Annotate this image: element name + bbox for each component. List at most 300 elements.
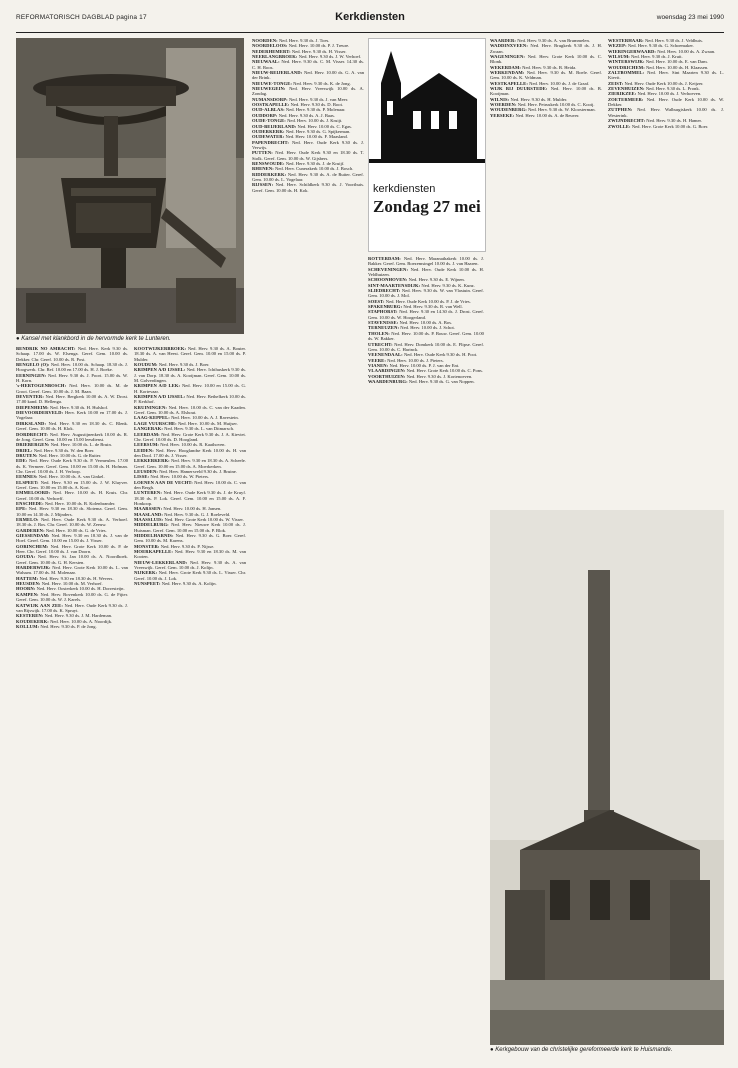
place-name: DIEPENHEIM: — [16, 404, 49, 410]
place-name: ELSPEET: — [16, 479, 39, 485]
service-entry — [16, 565, 128, 576]
service-details: Ned. Herv. 9.30 ds. A. Kolijn. — [161, 581, 217, 587]
place-name: ROTTERDAM: — [368, 256, 401, 261]
service-entry — [252, 140, 364, 151]
service-details: Ned. Herv. 9.30 ds. J. M. Hardeman. — [44, 613, 113, 619]
place-name: MIDDELBURG: — [134, 522, 169, 528]
service-details: Ned. Herv. 9.30 en 18.30 ds. Slotema. Geref. Gem. 10.00 en 14.30 ds. J. Mijnders. — [16, 506, 128, 517]
place-name: KRIMPEN A/D LEK: — [134, 383, 181, 389]
pulpit-illustration — [16, 38, 244, 334]
service-details: Ned. Herv. Brugkerk 9.30 ds. J. H. Zwaan. — [490, 43, 602, 54]
place-name: EDE: — [16, 458, 28, 464]
place-name: TERNEUZEN: — [368, 325, 400, 331]
service-entry — [368, 342, 484, 353]
place-name: WESTERHAAR: — [608, 38, 644, 43]
service-entry — [16, 490, 128, 501]
place-name: SPAKENBURG: — [368, 304, 403, 310]
place-name: VLAARDINGEN: — [368, 368, 406, 374]
service-details: Ned. Herv. 10.00 ds. C. Egas. — [297, 123, 352, 129]
place-name: WAARDENBURG: — [368, 378, 408, 384]
service-entry — [608, 107, 724, 118]
place-name: EMMELOORD: — [16, 490, 51, 496]
place-name: NEERLANGBROEK: — [252, 54, 298, 60]
place-name: PUTTEN: — [252, 150, 273, 156]
service-details: Ned. Herv. 10.00 ds. P. Bouw. Geref. Gem. 10.00 ds. W. Bakker. — [368, 330, 484, 342]
service-entry — [16, 458, 128, 474]
issue-date: woensdag 23 mei 1990 — [656, 14, 724, 21]
place-name: MIDDELHARNIS: — [134, 533, 174, 539]
service-details: Ned. Herv. Oude Kerk 9.30 ds. J. de Kruyf. 18.30 ds. P. Lok. Geref. Gem. 10.00 en 15.00 ds. A. F. Honkoop. — [134, 490, 246, 506]
service-entry — [252, 172, 364, 183]
place-name: KOLLUM: — [16, 623, 40, 629]
place-name: KOUDUM: — [134, 362, 158, 368]
service-details: Ned. Herv. 9.30 ds. B. Heida. — [522, 64, 577, 70]
place-name: DORDRECHT: — [16, 431, 49, 437]
service-entry — [134, 549, 246, 560]
place-name: NIEUW-BEIJERLAND: — [252, 70, 303, 76]
place-name: LEERDAM: — [134, 431, 160, 437]
service-details: Ned. Herv. 9.30 ds. W. van Vlastuin. Geref. Gem. 10.00 ds. J. Mol. — [368, 288, 484, 299]
place-name: OUD-BEIJERLAND: — [252, 123, 297, 129]
kerkdiensten-header-block — [368, 38, 486, 252]
place-name: EPE: — [16, 506, 27, 512]
masthead — [16, 10, 724, 33]
service-entry — [134, 570, 246, 581]
service-details: Ned. Herv. 9.30 ds. P. Nijsse. — [160, 543, 215, 549]
caption-bullet: ● — [16, 336, 22, 342]
service-details: Ned. Herv. Oude Kerk 10.00 ds. P. J. de Vries. — [385, 298, 471, 304]
place-name: WINTERSWIJK: — [608, 59, 645, 65]
service-details: Ned. Herv. 10.00 ds. J. Schot. — [400, 325, 455, 331]
service-details: Ned. Herv. Oude Kerk 9.30 ds. P. Vermeulen. 17.00 ds. K. Vermeer. Geref. Gem. 10.00 en 15.00 ds. H. Hofman. Chr. Geref. 10.00 ds. J. H. Verloop. — [16, 458, 128, 474]
service-details: Ned. Herv. 9.30 ds. A. de Ruiter. Geref. Gem. 10.00 ds. L. Vogelaar. — [252, 171, 364, 182]
service-details: Ned. Herv. 9.30 ds. L. van Ditmarsch. — [164, 426, 235, 432]
place-name: KOUDEKERK: — [16, 618, 49, 624]
service-column-1 — [16, 346, 128, 1051]
service-details: Ned. Herv. Grote Kerk 9.30 ds. J. A. Kieviet. Chr. Geref. 10.00 ds. D. Hoogland. — [134, 431, 246, 442]
place-name: NUNSPEET: — [134, 581, 161, 587]
service-details: Ned. Herv. Nieuwe Kerk 10.00 ds. J. Huisman. Geref. Gem. 10.00 en 15.00 ds. P. Blok. — [134, 522, 246, 533]
service-details: Ned. Herv. 10.00 ds. F. Maasland. — [285, 134, 348, 140]
service-details: Ned. Herv. 10.00 ds. W. Pieters. — [150, 474, 210, 480]
service-details: Ned. Herv. 10.00 ds. R. Kaathoven. — [160, 442, 226, 448]
place-name: WILNIS: — [490, 96, 510, 102]
service-column-2 — [134, 346, 246, 1051]
place-name: ZOETERMEER: — [608, 96, 644, 102]
place-name: ENSCHEDE: — [16, 500, 44, 506]
service-details: Ned. Herv. 10.00 ds. J. Verhoeven. — [637, 91, 702, 97]
service-details: Ned. Herv. Hooglandse Kerk 10.00 ds. H. van den Dool. 17.00 ds. J. Visser. — [134, 447, 246, 458]
place-name: HOORN: — [16, 586, 36, 592]
service-details: Ned. Herv. 9.30 ds. A. van Vreeswijk. Geref. Gem. 10.00 ds. J. Kolijn. — [134, 559, 246, 571]
service-details: Ned. Herv. 9.30 ds. G. van Noppen. — [408, 378, 475, 384]
place-name: NIEUWE-TONGE: — [252, 80, 293, 86]
place-name: BENGELO (O): — [16, 362, 50, 368]
service-details: Ned. Herv. 9.30 ds. C. M. Visser. 14.30 ds. C. H. Roos. — [252, 59, 364, 70]
place-name: STAVENISSE: — [368, 320, 399, 326]
service-details: Ned. Herv. 9.30 ds. G. J. Roeleveld. — [164, 511, 231, 517]
service-details: Ned. Herv. Augustijnenkerk 10.00 ds. R. de Jong. Geref. Gem. 10.00 en 15.00 leesdienst. — [16, 431, 128, 442]
place-name: OUDDORP: — [252, 112, 278, 118]
service-details: Ned. Herv. 10.00 ds. H. Klaassen. — [645, 64, 709, 70]
service-details: Ned. Herv. 10.00 ds. J. Kruijt. — [287, 118, 343, 124]
place-name: YERSEKE: — [490, 112, 515, 118]
service-entry — [490, 70, 602, 81]
service-details: Ned. Herv. 10.00 ds. A. van Ginkel. — [38, 474, 105, 480]
place-name: EERNINGEN: — [16, 372, 47, 378]
service-details: Ned. Herv. Kerk 9.30 ds. Schaap. 17.00 ds. W. Elsenga. Geref. Gem. 10.00 ds. Dekker. Chr. Geref. 10.00 ds. R. Post. — [16, 346, 128, 362]
paper-name-page: REFORMATORISCH DAGBLAD pagina 17 — [16, 14, 147, 21]
service-column-3 — [252, 38, 364, 1051]
place-name: WIERINGERWAARD: — [608, 48, 657, 54]
service-details: Ned. Herv. 9.30 en 18.30 ds. C. Blenk. Geref. Gem. 10.00 ds. H. Klok. — [16, 420, 128, 432]
place-name: RIJSSEN: — [252, 182, 274, 188]
service-details: Ned. Herv. 10.00 ds. G. de Ruiter. — [38, 452, 102, 458]
place-name: THOLEN: — [368, 330, 390, 336]
place-name: HARDERWIJK: — [16, 565, 51, 571]
service-details: Ned. Herv. Grote Kerk 10.00 ds. G. Boer. — [631, 123, 709, 129]
place-name: ZEIST: — [608, 80, 624, 86]
church-building-illustration — [490, 510, 724, 1045]
service-details: Ned. Herv. 10.00 ds. J. Pieters. — [387, 357, 444, 363]
place-name: ZEVENHUIZEN: — [608, 86, 645, 92]
place-name: DIEVOORDERVELD: — [16, 410, 64, 416]
place-name: RIDDERKERK: — [252, 171, 287, 177]
place-name: VEENENDAAL: — [368, 352, 403, 358]
service-details: Herv. Kerk 10.00 en 17.00 ds. J. Vogelaar. — [16, 410, 128, 421]
service-details: Ned. Herv. 9.30 ds. A. J. Baas. — [278, 112, 335, 118]
place-name: MOERKAPELLE: — [134, 549, 173, 555]
service-entry — [134, 448, 246, 459]
service-details: Ned. Herv. Bergkerk 10.00 ds. A. W. Drost. 17.00 kand. D. Hellenga. — [16, 394, 128, 405]
place-name: NOORDELOOS: — [252, 43, 288, 49]
service-details: Ned. Herv. 10.00 ds. H. Kruis. Chr. Geref. 10.00 ds. Verhoeff. — [16, 490, 128, 501]
service-details: Ned. Herv. 10.00 ds. G. de Vries. — [45, 527, 107, 533]
service-entry — [252, 59, 364, 70]
service-details: Ned. Herv. 9.30 en 18.30 ds. J. van de Hoef. Geref. Gem. 10.00 en 15.00 ds. J. Visser. — [16, 533, 128, 544]
service-details: Ned. Herv. 10.00 en 15.00 ds. G. H. Kortevaar. — [134, 383, 246, 394]
service-details: Ned. Herv. 9.30 ds. H. Hamer. — [646, 118, 702, 124]
service-details: Ned. Herv. 9.30 ds. G. Schoemaker. — [627, 43, 694, 49]
place-name: SINT-MAARTENSDIJK: — [368, 282, 421, 288]
place-name: LEERSUM: — [134, 442, 160, 448]
place-name: RHENEN: — [252, 166, 274, 172]
service-entry — [16, 421, 128, 432]
service-entry — [608, 70, 724, 81]
service-details: Ned. Herv. Ichthuskerk 9.30 ds. J. van Dorp. 18.30 ds. A. Kooijman. Geref. Gem. 10.00 ds. M. Golverdingen. — [134, 367, 246, 384]
service-details: Ned. Herv. Hamersveld 9.30 ds. J. Bruine. — [159, 468, 237, 474]
service-entry — [16, 592, 128, 603]
service-entry — [252, 150, 364, 161]
place-name: LEUSDEN: — [134, 468, 159, 474]
service-entry — [134, 432, 246, 443]
service-entry — [490, 54, 602, 65]
place-name: OUDERKERK: — [252, 128, 285, 134]
place-name: LANGERAK: — [134, 426, 163, 432]
place-name: ZALTBOMMEL: — [608, 70, 645, 76]
service-entry — [134, 560, 246, 571]
place-name: WOUDRICHEM: — [608, 64, 645, 70]
service-details: Ned. Herv. 9.30 en 18.30 ds. H. Wevers. — [39, 575, 114, 581]
service-details: Ned. Herv. 10.00 ds. J. de Graaf. — [529, 80, 590, 86]
service-details: Ned. Herv. 10.00 ds. B. Kolenbrander. — [44, 500, 116, 506]
service-details: Ned. Herv. Oude Kerk 9.30 ds. J. van Rijswijk. 17.00 ds. K. Spruyt. — [16, 602, 128, 613]
place-name: OOSTKAPELLE: — [252, 102, 290, 108]
service-entry — [252, 86, 364, 97]
service-entry — [16, 480, 128, 491]
service-details: Ned. Herv. 9.30 ds. D. Boot. — [290, 102, 344, 108]
service-entry — [16, 362, 128, 373]
service-details: Ned. Herv. 9.30 ds. L. Pronk. — [645, 86, 700, 92]
place-name: BENDRIK NO AMBACHT: — [16, 346, 76, 351]
place-name: GARDEREN: — [16, 527, 45, 533]
service-details: Ned. Herv. 9.30 en 18.30 ds. A. Scheele. Geref. Gem. 10.00 en 15.00 ds. A. Moerkerken. — [134, 458, 246, 469]
service-details: Ned. Herv. Grote Kerk 10.00 ds. P. de Heer. Chr. Geref. 10.00 ds. J. van Doorn. — [16, 543, 128, 555]
service-details: Ned. Herv. 9.30 ds. H. Mulder. — [510, 96, 568, 102]
service-date: Zondag 27 mei — [373, 197, 481, 216]
service-details: Ned. Herv. 10.00 ds. M. Verhoef. — [41, 581, 103, 587]
place-name: LISSE: — [134, 474, 150, 480]
service-details: Ned. Herv. Bovenkerk 10.00 ds. G. de Fijter. Geref. Gem. 10.00 ds. W. J. Karels. — [16, 591, 128, 603]
service-details: Ned. Herv. Grote Kerk 9.30 ds. L. Visser. Chr. Geref. 10.00 ds. J. Lok. — [134, 570, 246, 581]
caption-bullet: ● — [490, 1047, 496, 1053]
service-entry — [134, 394, 246, 405]
place-name: WAGENINGEN: — [490, 54, 526, 60]
service-details: Ned. Herv. Oude Kerk 10.00 ds. H. Veldhuizen. — [368, 266, 484, 278]
service-details: Ned. Herv. 9.30 ds. J. Toes. — [278, 38, 330, 43]
place-name: OUDEWATER: — [252, 134, 285, 140]
service-details: Ned. Herv. 9.30 ds. J. Poort. 15.00 ds. W. H. Korn. — [16, 372, 128, 384]
place-name: ZIERIKZEE: — [608, 91, 637, 97]
service-details: Ned. Herv. 10.00 ds. H. Jansen. — [163, 506, 222, 512]
service-entry — [134, 383, 246, 394]
place-name: DIRKSLAND: — [16, 420, 47, 426]
service-details: Ned. Herv. 9.30 ds. J. van Meer. — [288, 96, 349, 102]
service-entry — [134, 458, 246, 469]
place-name: ZWOLLE: — [608, 123, 631, 129]
service-entry — [368, 256, 484, 267]
service-details: Ned. Herv. 10.00 ds. A. Noordijk. — [50, 618, 113, 624]
service-details: Ned. Herv. Petruskerk 10.00 ds. C. Kooij. — [517, 102, 595, 108]
place-name: LOENEN AAN DE VECHT: — [134, 479, 193, 485]
service-entry — [368, 331, 484, 342]
service-details: Ned. Herv. Bethelkerk 10.00 ds. P. Kerkhof. — [134, 394, 246, 405]
place-name: WADDINXVEEN: — [490, 43, 528, 49]
place-name: WILSUM: — [608, 54, 630, 60]
service-details: Ned. Herv. 10.00 ds. P. J. van der Ent. — [389, 362, 460, 368]
service-entry — [490, 86, 602, 97]
place-name: ERMELO: — [16, 517, 39, 522]
service-details: Ned. Herv. Cunerakerk 10.00 ds. J. Bosch. — [275, 166, 354, 172]
service-entry — [16, 506, 128, 517]
newspaper-page — [16, 10, 724, 1058]
church-caption-text: Kerkgebouw van de christelijke gereformeerde kerk te Huismande. — [495, 1047, 673, 1053]
service-entry — [490, 43, 602, 54]
place-name: MONSTER: — [134, 543, 160, 549]
place-name: NEDERHEMERT: — [252, 48, 291, 54]
service-details: Ned. Herv. Oosterkerk 10.00 ds. H. Dorresteijn. — [36, 586, 125, 592]
service-details: Ned. Herv. 9.30 ds. H. Hulshof. — [49, 404, 109, 410]
place-name: GIESSENDAM: — [16, 533, 50, 539]
service-entry — [16, 383, 128, 394]
service-details: Ned. Herv. Domkerk 10.00 ds. E. Flipse. Geref. Gem. 10.00 ds. C. Harinck. — [368, 341, 484, 352]
place-name: HEUSDEN: — [16, 581, 41, 587]
service-details: Ned. Herv. 9.30 ds. G. Boer. Geref. Gem. 10.00 ds. M. Karens. — [134, 533, 246, 544]
place-name: KAMPEN: — [16, 591, 39, 597]
place-name: VEERE: — [368, 357, 386, 363]
service-details: Ned. Herv. 9.30 ds. W. den Boer. — [33, 447, 95, 453]
service-entry — [16, 346, 128, 362]
place-name: UTRECHT: — [368, 341, 393, 347]
service-entry — [16, 533, 128, 544]
service-entry — [252, 70, 364, 81]
service-details: Ned. Herv. St. Jan 10.00 ds. A. Noordhoek. Geref. Gem. 10.00 ds. G. H. Kersten. — [16, 554, 128, 565]
place-name: KRUININGEN: — [134, 404, 168, 410]
section-title: Kerkdiensten — [335, 11, 405, 23]
service-details: Ned. Herv. 10.00 ds. B. Kooijman. — [490, 86, 602, 97]
place-name: WERKENDAM: — [490, 70, 525, 76]
place-name: PAPENDRECHT: — [252, 139, 290, 145]
service-details: Ned. Herv. 10.00 ds. A. Zwaan. — [657, 48, 716, 54]
place-name: WOUDENBERG: — [490, 107, 527, 113]
service-details: Ned. Herv. 10.00 ds. C. van der Kaaden. Geref. Gem. 10.00 ds. A. Elshout. — [134, 404, 246, 416]
place-name: NIEUWEGEIN: — [252, 86, 286, 92]
service-details: Ned. Herv. 9.30 ds. P. de Jong. — [40, 623, 97, 629]
service-entry — [16, 544, 128, 555]
place-name: NIEUWAAL: — [252, 59, 280, 65]
service-details: Ned. Herv. 10.00 ds. C. van den Bergh. — [134, 479, 246, 490]
service-entry — [16, 517, 128, 528]
service-entry — [16, 603, 128, 614]
service-details: Ned. Herv. 10.00 ds. E. van Dam. — [645, 59, 708, 65]
service-details: Ned. Herv. 10.00 ds. A. Bos. — [399, 320, 453, 326]
service-details: Ned. Herv. 9.30 ds. J. de Kruijf. — [285, 160, 345, 166]
place-name: NIJKERK: — [134, 570, 158, 576]
place-name: OUDE-TONGE: — [252, 118, 286, 124]
service-details: Ned. Herv. Grote Kerk 10.00 ds. W. Visser. — [164, 517, 244, 522]
service-details: Ned. Herv. 10.00 ds. M. Huijser. — [177, 420, 238, 426]
place-name: ZUTPHEN: — [608, 107, 633, 113]
service-details: Ned. Herv. 9.30 ds. A. Bouter. 18.30 ds. A. van Heest. Geref. Gem. 10.00 en 15.00 ds. P. Mulder. — [134, 346, 246, 362]
service-details: Ned. Herv. Grote Kerk 10.00 ds. C. Blonk. — [490, 54, 602, 65]
service-details: Ned. Herv. Schildkerk 9.30 ds. J. Voorthuis. Geref. Gem. 10.00 ds. H. Kok. — [252, 182, 364, 193]
place-name: WIJK BIJ DUURSTEDE: — [490, 86, 548, 92]
service-entry — [368, 309, 484, 320]
service-column-6 — [608, 38, 724, 502]
service-details: Ned. Herv. Oude Kerk 9.30 ds. H. Poot. — [403, 352, 478, 358]
place-name: WEKERDAM: — [490, 64, 522, 70]
place-name: OUD-ALBLAS: — [252, 107, 285, 113]
place-name: MAARSSEN: — [134, 506, 163, 512]
place-name: KRIMPEN A/D IJSSEL: — [134, 394, 186, 400]
service-details: Ned. Herv. 9.30 ds. W. Kloosterman. — [528, 107, 596, 113]
service-details: Ned. Herv. 10.00 ds. P. J. Treure. — [288, 43, 350, 49]
place-name: KOOTWIJKERBROEK: — [134, 346, 187, 351]
service-details: Ned. Herv. 10.00 ds. L. de Bruin. — [50, 442, 112, 448]
service-entry — [16, 432, 128, 443]
service-entry — [134, 405, 246, 416]
service-details: Ned. Herv. 9.30 ds. K. Kunz. — [421, 282, 475, 288]
service-details: Ned. Herv. 9.30 ds. J. Kruit. — [631, 54, 683, 60]
service-entry — [134, 533, 246, 544]
pulpit-caption-text: Kansel met klankbord in de hervormde kerk te Lunteren. — [21, 336, 171, 342]
service-details: Ned. Herv. Oude Kerk 9.30 ds. J. Verwijs. — [252, 139, 364, 150]
service-entry — [368, 288, 484, 299]
place-name: DEVENTER: — [16, 394, 44, 400]
place-name: SOEST: — [368, 298, 385, 304]
service-details: Ned. Herv. Oude Kerk 10.00 ds. W. Dekker. — [608, 96, 724, 108]
service-details: Ned. Herv. 9.30 ds. H. Visser. — [291, 48, 347, 54]
service-entry — [368, 267, 484, 278]
service-entry — [252, 182, 364, 193]
service-details: Ned. Herv. Grote Kerk 10.00 ds. L. van Walsum. 17.00 ds. M. Molenaar. — [16, 565, 128, 576]
service-entry — [16, 410, 128, 421]
service-details: Ned. Herv. 10.00 ds. G. A. van der Brink. — [252, 70, 364, 81]
service-details: Ned. Herv. 9.30 ds. G. Spijkerman. — [285, 128, 351, 134]
place-name: WAARDER: — [490, 38, 517, 43]
service-entry — [16, 624, 128, 629]
service-details: Ned. Herv. 9.30 en 14.30 ds. J. Drost. Geref. Gem. 10.00 ds. W. Hoogerland. — [368, 309, 484, 320]
service-entry — [608, 97, 724, 108]
place-name: SCHOONHOVEN: — [368, 277, 408, 283]
place-name: GORINCHEM: — [16, 543, 49, 549]
place-name: SCHEVENINGEN: — [368, 266, 409, 272]
place-name: WESTKAPELLE: — [490, 80, 528, 86]
service-column-4 — [368, 256, 484, 1051]
service-details: Ned. Herv. Walburgiskerk 10.00 ds. J. Westerink. — [608, 107, 724, 118]
place-name: EEMNES: — [16, 474, 38, 480]
service-details: Ned. Herv. 10.00 ds. A. de Reuver. — [515, 112, 580, 118]
place-name: RENSWOUDE: — [252, 160, 285, 166]
service-details: Ned. Herv. Grote Kerk 10.00 ds. C. Pons. — [406, 368, 483, 374]
service-details: Ned. Herv. 9.30 ds. M. Boele. Geref. Gem. 10.00 ds. K. Veldman. — [490, 70, 602, 81]
service-details: Ned. Herv. 10.00 ds. Schaap. 18.30 ds. J. Hoogwerk. Chr. Ref. 10.00 en 17.00 ds. H. J. Boeke. — [16, 362, 128, 373]
place-name: SLIEDRECHT: — [368, 288, 401, 294]
service-details: Ned. Herv. 9.30 ds. J. Kortenoeven. — [406, 373, 473, 379]
place-name: GOUDA: — [16, 554, 36, 560]
service-entry — [134, 480, 246, 491]
place-name: VIANEN: — [368, 362, 389, 368]
place-name: DRIEL: — [16, 447, 33, 453]
service-details: Ned. Herv. Oude Kerk 9.30 en 18.30 ds. T. Stolk. Geref. Gem. 10.00 ds. W. Gijsbers. — [252, 150, 364, 161]
service-details: Ned. Herv. 9.30 ds. P. Molenaar. — [285, 107, 346, 113]
place-name: LUNTEREN: — [134, 490, 162, 496]
place-name: NOORDEN: — [252, 38, 278, 43]
place-name: MAASSLUIS: — [134, 517, 164, 522]
place-name: KESTEREN: — [16, 613, 44, 619]
service-entry — [134, 581, 246, 586]
place-name: WEZEP: — [608, 43, 627, 49]
place-name: VOORTHUIZEN: — [368, 373, 406, 379]
service-entry — [490, 113, 602, 118]
service-details: Ned. Herv. Oude Kerk 9.30 ds. A. Verhoef. 18.30 ds. J. Bos. Chr. Geref. 10.00 ds. W. Zeeuw. — [16, 517, 128, 528]
place-name: 's-HERTOGENBOSCH: — [16, 383, 67, 389]
kerkdiensten-wordmark: kerkdiensten — [373, 183, 436, 195]
church-caption — [490, 1047, 724, 1053]
service-details: Ned. Herv. 9.30 ds. J. Veldhuis. — [644, 38, 703, 43]
service-entry — [16, 394, 128, 405]
pulpit-caption — [16, 336, 244, 342]
service-entry — [608, 124, 724, 129]
place-name: HATTEM: — [16, 575, 39, 581]
place-name: MAASLAND: — [134, 511, 163, 517]
service-details: Ned. Herv. Sint Maarten 9.30 ds. L. Kievit. — [608, 70, 724, 81]
service-details: Ned. Herv. Vreeswijk 10.00 ds. A. Zondag. — [252, 86, 364, 97]
place-name: DRUTEN: — [16, 452, 38, 458]
place-name: WOERDEN: — [490, 102, 517, 108]
place-name: ZWIJNDRECHT: — [608, 118, 646, 124]
place-name: NUMANSDORP: — [252, 96, 288, 102]
